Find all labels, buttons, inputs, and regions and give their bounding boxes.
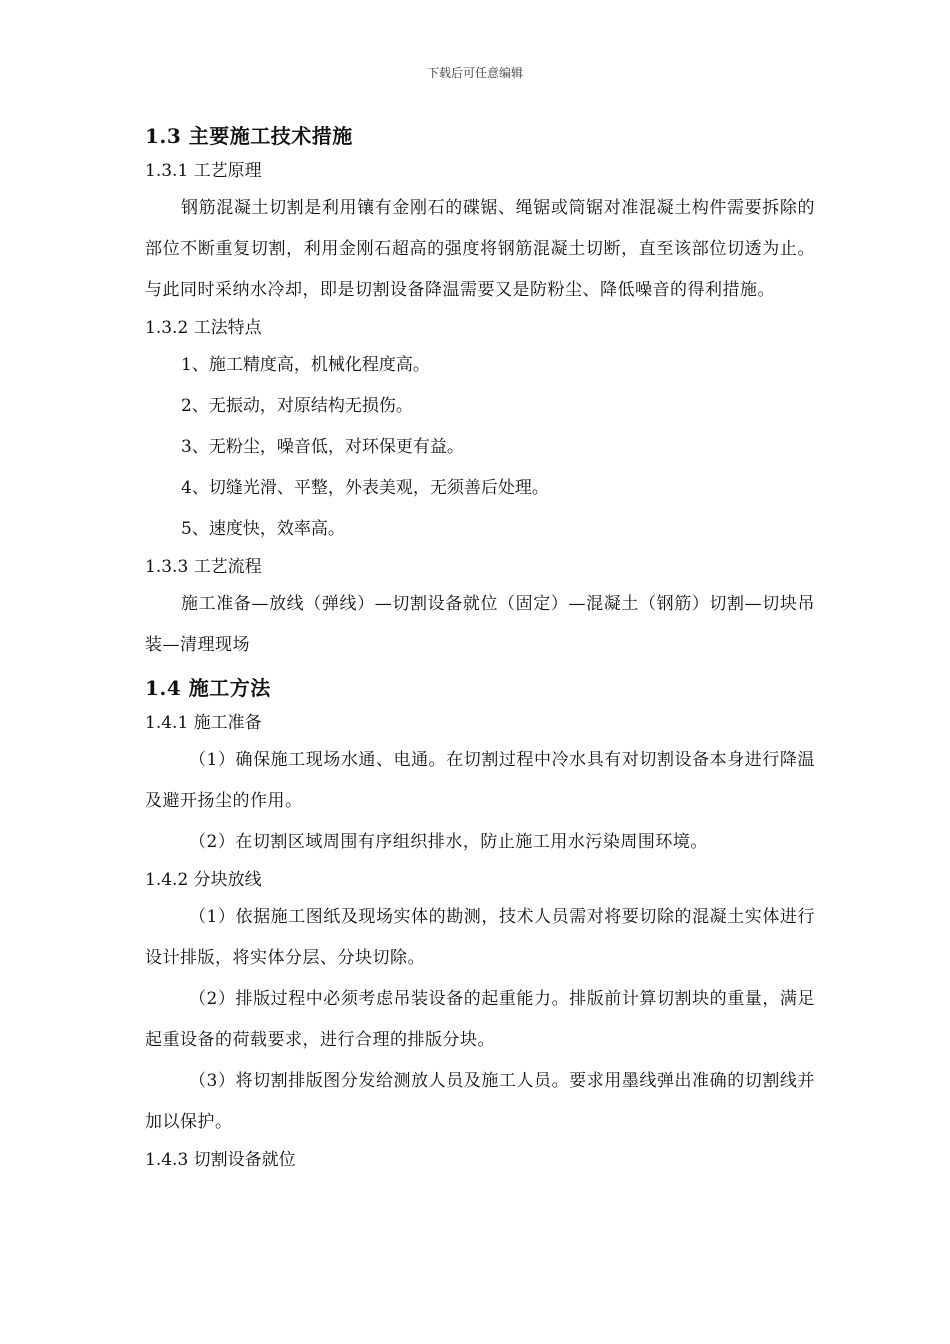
subsection-heading-1-4-1: 1.4.1 施工准备 (145, 713, 262, 733)
section-heading-1-4: 1.4 施工方法 (145, 676, 271, 700)
paragraph-preparation-2: （2）在切割区域周围有序组织排水，防止施工用水污染周围环境。 (189, 832, 708, 852)
page-header-note: 下载后可任意编辑 (426, 66, 523, 80)
paragraph-layout-1: （1）依据施工图纸及现场实体的勘测，技术人员需对将要切除的混凝土实体进行设计排版，将实体分层、分块切除。 (145, 907, 815, 968)
subsection-heading-1-4-2: 1.4.2 分块放线 (145, 870, 262, 890)
paragraph-preparation-1: （1）确保施工现场水通、电通。在切割过程中冷水具有对切割设备本身进行降温及避开扬尘的作用。 (145, 750, 815, 811)
list-item: 3、无粉尘，噪音低，对环保更有益。 (181, 437, 464, 457)
subsection-heading-1-3-2: 1.3.2 工法特点 (145, 318, 262, 338)
paragraph-process-principle: 钢筋混凝土切割是利用镶有金刚石的碟锯、绳锯或筒锯对准混凝土构件需要拆除的部位不断重复切割，利用金刚石超高的强度将钢筋混凝土切断，直至该部位切透为止。与此同时采纳水冷却，即是切割设备降温需要又是防粉尘、降低噪音的得利措施。 (145, 198, 815, 300)
document-body (145, 118, 815, 1177)
paragraph-layout-2: （2）排版过程中必须考虑吊装设备的起重能力。排版前计算切割块的重量，满足起重设备的荷载要求，进行合理的排版分块。 (145, 989, 815, 1050)
paragraph-process-flow: 施工准备—放线（弹线）—切割设备就位（固定）—混凝土（钢筋）切割—切块吊装—清理现场 (145, 594, 815, 655)
list-item: 4、切缝光滑、平整，外表美观，无须善后处理。 (181, 478, 549, 498)
list-item: 2、无振动，对原结构无损伤。 (181, 396, 413, 416)
list-item: 1、施工精度高，机械化程度高。 (181, 355, 430, 375)
list-item: 5、速度快，效率高。 (181, 519, 345, 539)
paragraph-layout-3: （3）将切割排版图分发给测放人员及施工人员。要求用墨线弹出准确的切割线并加以保护。 (145, 1071, 815, 1132)
section-heading-1-3: 1.3 主要施工技术措施 (145, 124, 353, 148)
subsection-heading-1-4-3: 1.4.3 切割设备就位 (145, 1150, 296, 1170)
subsection-heading-1-3-3: 1.3.3 工艺流程 (145, 557, 262, 577)
subsection-heading-1-3-1: 1.3.1 工艺原理 (145, 161, 262, 181)
